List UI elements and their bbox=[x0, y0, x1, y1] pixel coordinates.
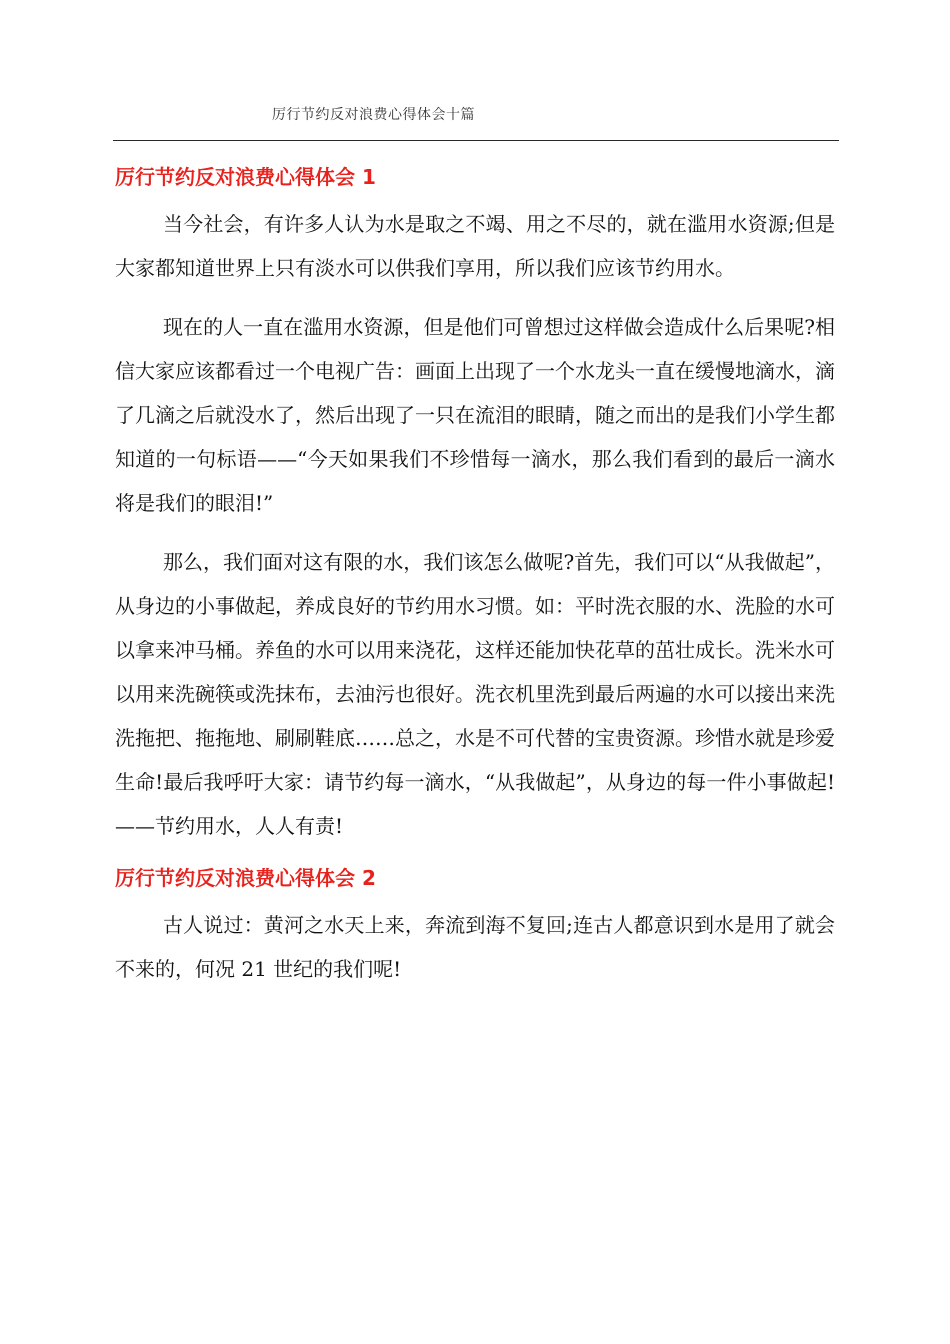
section-1 bbox=[115, 162, 835, 848]
paragraph: 古人说过：黄河之水天上来，奔流到海不复回;连古人都意识到水是用了就会不来的，何况 21 世纪的我们呢! bbox=[115, 913, 835, 981]
section-heading: 厉行节约反对浪费心得体会 2 bbox=[115, 866, 376, 890]
paragraph: 当今社会，有许多人认为水是取之不竭、用之不尽的，就在滥用水资源;但是大家都知道世界上只有淡水可以供我们享用，所以我们应该节约用水。 bbox=[115, 212, 835, 280]
header-rule bbox=[113, 140, 839, 141]
paragraph: 那么，我们面对这有限的水，我们该怎么做呢?首先，我们可以“从我做起”，从身边的小事做起，养成良好的节约用水习惯。如：平时洗衣服的水、洗脸的水可以拿来冲马桶。养鱼的水可以用来浇花，这样还能加快花草的茁壮成长。洗米水可以用来洗碗筷或洗抹布，去油污也很好。洗衣机里洗到最后两遍的水可以接出来洗洗拖把、拖拖地、刷刷鞋底……总之，水是不可代替的宝贵资源。珍惜水就是珍爱生命!最后我呼吁大家：请节约每一滴水，“从我做起”，从身边的每一件小事做起!——节约用水，人人有责! bbox=[115, 550, 835, 838]
document-body bbox=[115, 162, 835, 1006]
section-2 bbox=[115, 863, 835, 991]
running-header: 厉行节约反对浪费心得体会十篇 bbox=[272, 107, 475, 123]
paragraph: 现在的人一直在滥用水资源，但是他们可曾想过这样做会造成什么后果呢?相信大家应该都看过一个电视广告：画面上出现了一个水龙头一直在缓慢地滴水，滴了几滴之后就没水了，然后出现了一只在流泪的眼睛，随之而出的是我们小学生都知道的一句标语——“今天如果我们不珍惜每一滴水，那么我们看到的最后一滴水将是我们的眼泪!” bbox=[115, 315, 835, 515]
section-heading: 厉行节约反对浪费心得体会 1 bbox=[115, 165, 376, 189]
